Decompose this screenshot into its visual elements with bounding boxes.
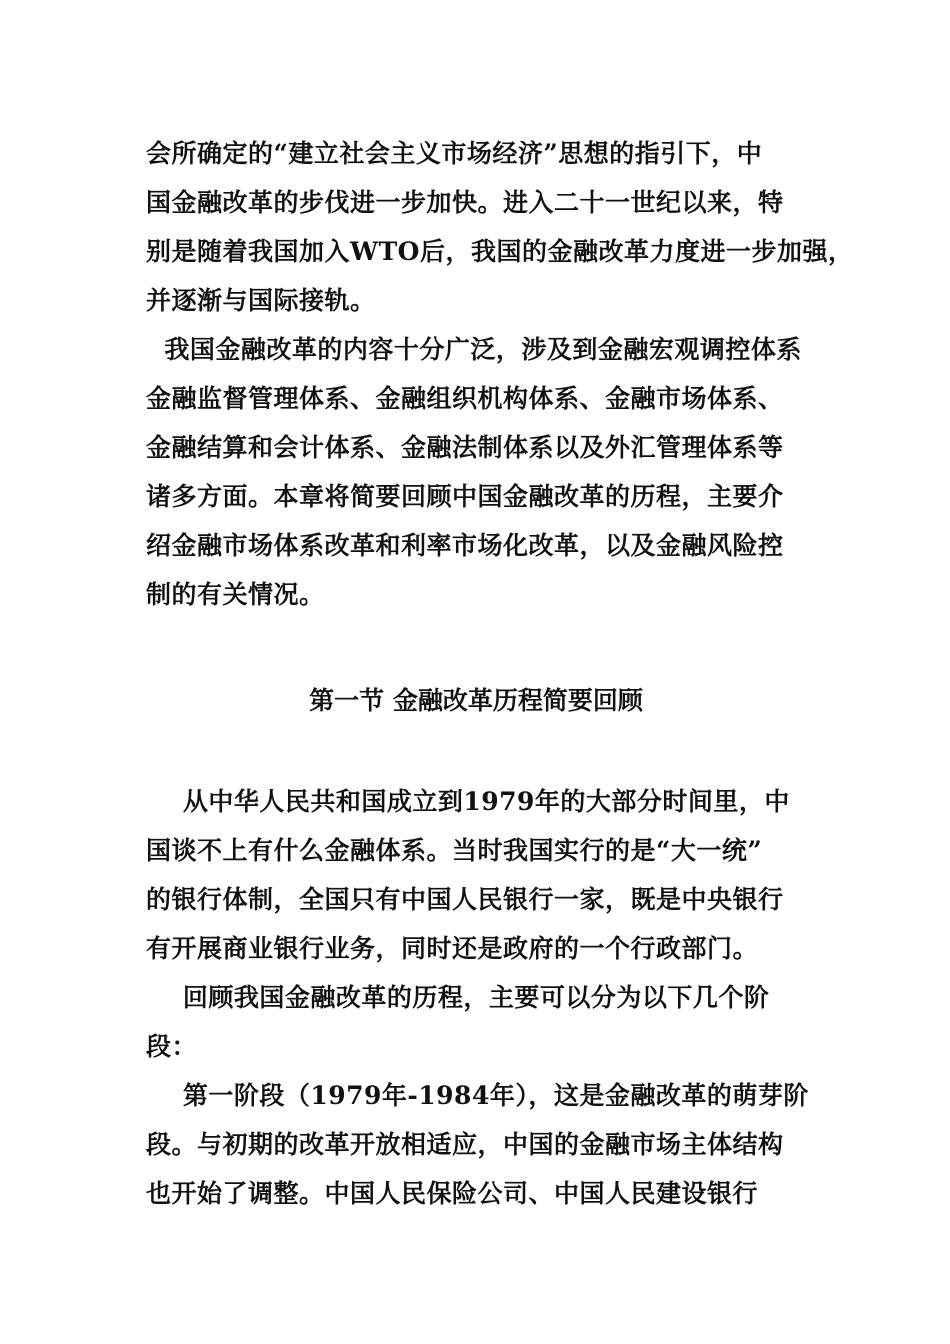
text-line: 别是随着我国加入WTO后，我国的金融改革力度进一步加强， <box>146 237 854 266</box>
text-line: 段。与初期的改革开放相适应，中国的金融市场主体结构 <box>146 1130 784 1159</box>
text-line: 段： <box>146 1032 198 1061</box>
section-heading: 第一节 金融改革历程简要回顾 <box>309 686 643 715</box>
text-line: 金融监督管理体系、金融组织机构体系、金融市场体系、 <box>146 384 784 413</box>
text-line: 并逐渐与国际接轨。 <box>146 286 376 315</box>
text-line: 从中华人民共和国成立到1979年的大部分时间里，中 <box>146 787 790 816</box>
text-line: 的银行体制，全国只有中国人民银行一家，既是中央银行 <box>146 885 784 914</box>
text-line: 国金融改革的步伐进一步加快。进入二十一世纪以来，特 <box>146 188 784 217</box>
text-line: 诸多方面。本章将简要回顾中国金融改革的历程，主要介 <box>146 482 784 511</box>
text-line: 有开展商业银行业务，同时还是政府的一个行政部门。 <box>146 934 759 963</box>
intro-paragraphs <box>146 129 854 619</box>
text-line: 第一阶段（1979年-1984年），这是金融改革的萌芽阶 <box>146 1081 809 1110</box>
text-line: 绍金融市场体系改革和利率市场化改革，以及金融风险控 <box>146 531 784 560</box>
section-body <box>146 777 826 1218</box>
text-line: 制的有关情况。 <box>146 580 325 609</box>
text-line: 金融结算和会计体系、金融法制体系以及外汇管理体系等 <box>146 433 784 462</box>
text-line: 国谈不上有什么金融体系。当时我国实行的是“大一统” <box>146 836 763 865</box>
text-line: 我国金融改革的内容十分广泛，涉及到金融宏观调控体系 <box>146 335 802 364</box>
text-line: 回顾我国金融改革的历程，主要可以分为以下几个阶 <box>146 983 770 1012</box>
text-line: 也开始了调整。中国人民保险公司、中国人民建设银行 <box>146 1179 759 1208</box>
text-line: 会所确定的“建立社会主义市场经济”思想的指引下，中 <box>146 139 763 168</box>
